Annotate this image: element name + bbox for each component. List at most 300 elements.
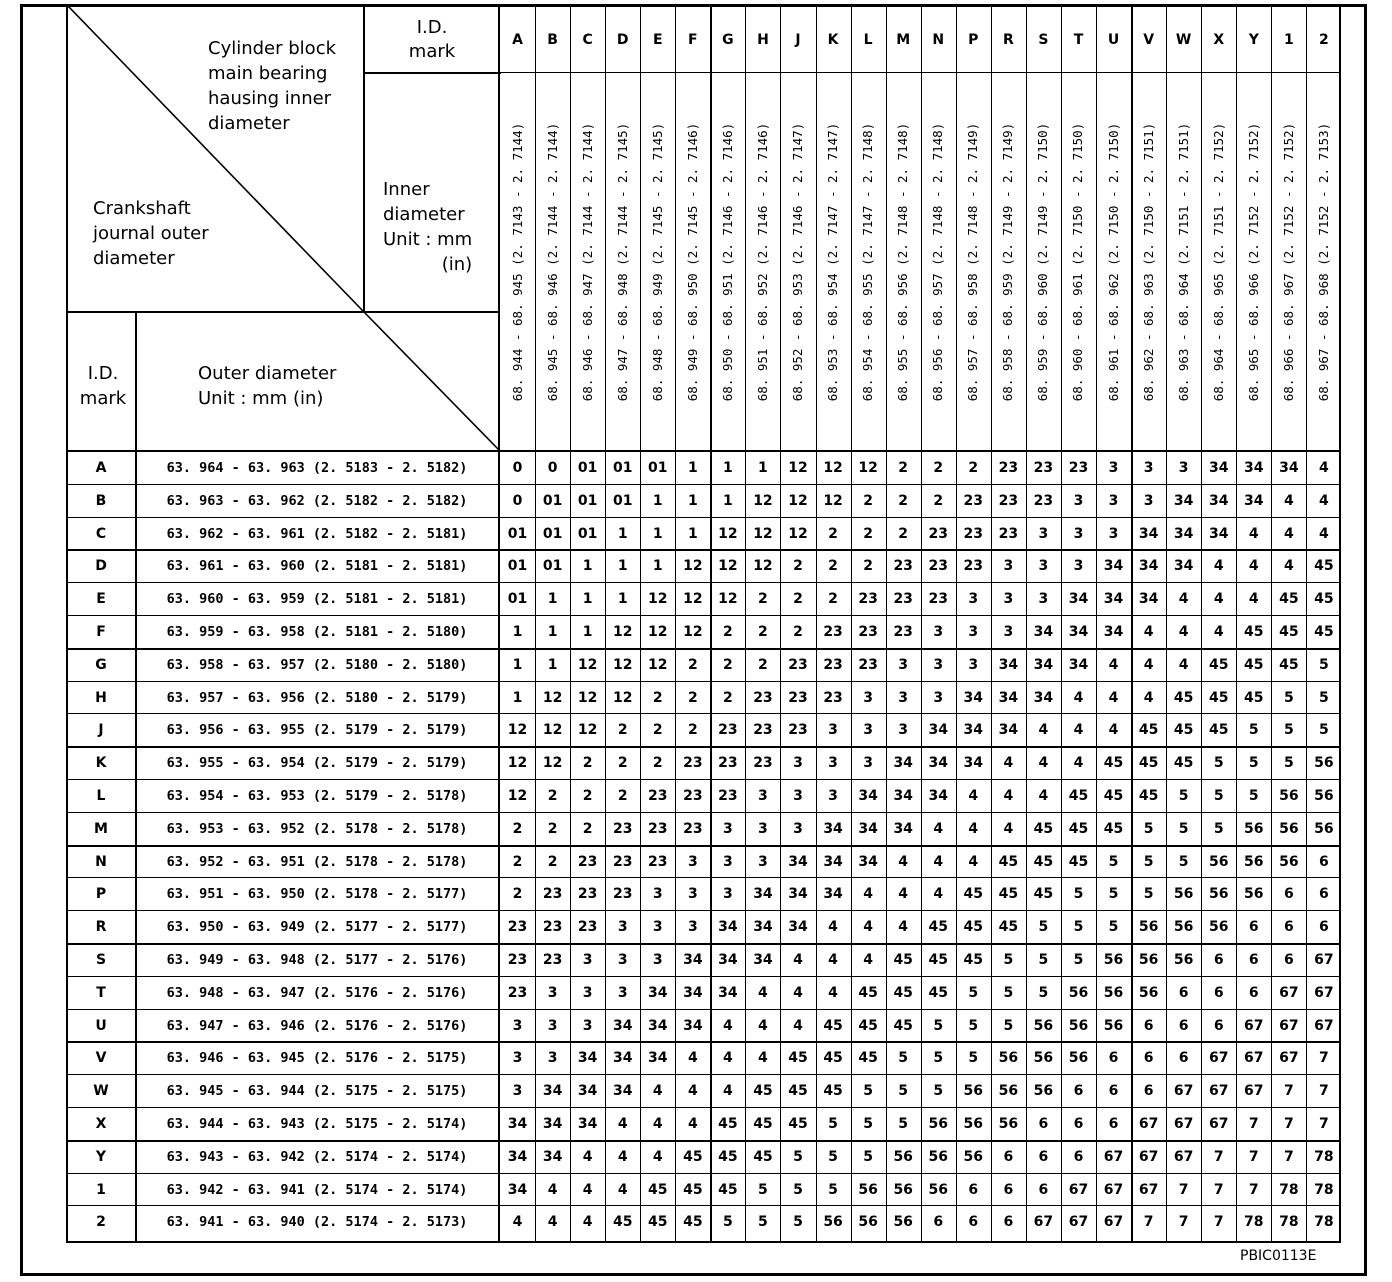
grade-cell: 23 bbox=[683, 820, 703, 837]
row-outer-diameter: 63. 953 - 63. 952 (2. 5178 - 2. 5178) bbox=[166, 820, 468, 837]
grade-cell: 5 bbox=[863, 1083, 873, 1100]
grade-cell: 6 bbox=[1003, 1214, 1014, 1231]
grade-cell: 4 bbox=[828, 952, 838, 968]
column-mark: V bbox=[1143, 32, 1155, 48]
grade-cell: 23 bbox=[612, 886, 633, 903]
row-outer-diameter: 63. 950 - 63. 949 (2. 5177 - 2. 5177) bbox=[166, 919, 468, 936]
grade-cell: 12 bbox=[577, 722, 598, 739]
grade-cell: 2 bbox=[547, 820, 558, 837]
grade-cell: 34 bbox=[1208, 492, 1229, 509]
inner-diameter-label bbox=[383, 177, 472, 277]
grade-cell: 56 bbox=[1208, 853, 1229, 870]
grade-cell: 45 bbox=[683, 1181, 703, 1198]
row-outer-diameter: 63. 961 - 63. 960 (2. 5181 - 2. 5181) bbox=[166, 558, 468, 575]
grade-cell: 34 bbox=[823, 820, 843, 837]
grade-cell: 5 bbox=[828, 1148, 838, 1165]
grade-cell: 1 bbox=[512, 624, 523, 640]
grade-cell: 7 bbox=[1178, 1181, 1189, 1198]
grade-cell: 5 bbox=[898, 1083, 909, 1100]
grade-cell: 5 bbox=[1038, 919, 1049, 936]
grade-cell: 6 bbox=[1248, 984, 1259, 1001]
grade-cell: 3 bbox=[617, 919, 628, 936]
grade-cell: 56 bbox=[1279, 788, 1299, 804]
grade-cell: 4 bbox=[652, 1083, 663, 1100]
row-outer-diameter: 63. 943 - 63. 942 (2. 5174 - 2. 5174) bbox=[166, 1148, 468, 1165]
grade-cell: 34 bbox=[753, 919, 773, 936]
grade-cell: 45 bbox=[1244, 689, 1264, 706]
grade-cell: 4 bbox=[687, 1116, 698, 1132]
grade-cell: 4 bbox=[793, 952, 803, 968]
grade-cell: 56 bbox=[893, 1181, 913, 1198]
grade-cell: 56 bbox=[1314, 755, 1334, 772]
grade-cell: 34 bbox=[823, 886, 843, 903]
grade-cell: 1 bbox=[723, 460, 733, 476]
row-mark: X bbox=[95, 1116, 107, 1132]
grade-cell: 12 bbox=[788, 525, 808, 542]
column-inner-diameter: 68. 951 - 68. 952 (2. 7146 - 2. 7146) bbox=[754, 122, 770, 402]
grade-cell: 5 bbox=[828, 1181, 838, 1198]
grade-cell: 78 bbox=[1314, 1214, 1334, 1231]
grade-cell: 34 bbox=[823, 853, 843, 870]
grade-cell: 45 bbox=[1244, 656, 1264, 673]
grade-cell: 4 bbox=[1073, 755, 1084, 772]
grade-cell: 5 bbox=[1178, 853, 1189, 870]
header-line: I.D. bbox=[87, 363, 119, 384]
grade-cell: 6 bbox=[1283, 886, 1294, 903]
grade-cell: 45 bbox=[998, 919, 1019, 936]
grade-cell: 6 bbox=[1143, 1017, 1154, 1034]
grade-cell: 45 bbox=[753, 1148, 773, 1165]
grade-cell: 5 bbox=[1073, 886, 1084, 903]
grade-cell: 34 bbox=[858, 820, 878, 837]
grade-cell: 4 bbox=[863, 919, 873, 936]
grade-cell: 3 bbox=[723, 886, 733, 903]
grade-cell: 6 bbox=[1038, 1148, 1049, 1165]
grade-cell: 67 bbox=[1208, 1083, 1229, 1100]
grade-cell: 5 bbox=[1213, 820, 1224, 837]
grade-cell: 34 bbox=[1103, 624, 1124, 640]
column-inner-diameter: 68. 945 - 68. 946 (2. 7144 - 2. 7144) bbox=[544, 122, 560, 402]
grade-cell: 23 bbox=[683, 755, 703, 772]
row-mark: F bbox=[96, 624, 106, 640]
grade-cell: 3 bbox=[1108, 460, 1119, 476]
grade-cell: 3 bbox=[968, 624, 979, 640]
grade-cell: 34 bbox=[718, 952, 738, 968]
grade-cell: 3 bbox=[687, 853, 698, 870]
grade-cell: 7 bbox=[1319, 1116, 1329, 1132]
grade-cell: 23 bbox=[648, 853, 668, 870]
grade-cell: 2 bbox=[758, 591, 768, 608]
row-outer-diameter: 63. 942 - 63. 941 (2. 5174 - 2. 5174) bbox=[166, 1181, 468, 1198]
grade-cell: 34 bbox=[612, 1017, 633, 1034]
grade-cell: 4 bbox=[547, 1214, 558, 1231]
grade-cell: 78 bbox=[1314, 1148, 1334, 1165]
row-mark: K bbox=[95, 755, 107, 772]
grade-cell: 23 bbox=[718, 755, 738, 772]
grade-cell: 4 bbox=[1319, 460, 1329, 476]
grade-cell: 3 bbox=[547, 1017, 558, 1034]
grade-cell: 45 bbox=[1103, 755, 1124, 772]
grade-cell: 56 bbox=[998, 1083, 1019, 1100]
grade-cell: 45 bbox=[1033, 853, 1054, 870]
grade-cell: 1 bbox=[723, 492, 733, 509]
grade-cell: 7 bbox=[1178, 1214, 1189, 1231]
grade-cell: 5 bbox=[1213, 788, 1224, 804]
grade-cell: 56 bbox=[1208, 886, 1229, 903]
column-inner-diameter: 68. 962 - 68. 963 (2. 7150 - 2. 7151) bbox=[1140, 122, 1156, 402]
grade-cell: 5 bbox=[1319, 689, 1329, 706]
grade-cell: 5 bbox=[758, 1214, 768, 1231]
grade-cell: 34 bbox=[683, 1017, 703, 1034]
grade-cell: 6 bbox=[1108, 1116, 1119, 1132]
grade-cell: 4 bbox=[1108, 722, 1119, 739]
grade-cell: 1 bbox=[547, 656, 558, 673]
row-mark: V bbox=[95, 1050, 107, 1067]
grade-cell: 1 bbox=[687, 460, 698, 476]
grade-cell: 23 bbox=[753, 722, 773, 739]
grade-cell: 3 bbox=[1073, 558, 1084, 575]
grade-cell: 56 bbox=[1068, 1017, 1089, 1034]
grade-cell: 45 bbox=[1138, 788, 1159, 804]
grade-cell: 4 bbox=[1143, 656, 1154, 673]
grade-cell: 4 bbox=[1213, 624, 1224, 640]
grade-cell: 34 bbox=[753, 886, 773, 903]
diagonal-line bbox=[363, 311, 500, 451]
grade-cell: 3 bbox=[1073, 525, 1084, 542]
header-line: Outer diameter bbox=[198, 363, 337, 384]
grade-cell: 6 bbox=[1319, 886, 1329, 903]
grade-cell: 2 bbox=[687, 656, 698, 673]
grade-cell: 3 bbox=[1038, 525, 1049, 542]
row-outer-diameter: 63. 949 - 63. 948 (2. 5177 - 2. 5176) bbox=[166, 952, 468, 968]
grade-cell: 67 bbox=[1103, 1214, 1124, 1231]
grade-cell: 45 bbox=[1208, 722, 1229, 739]
grade-cell: 56 bbox=[1244, 886, 1264, 903]
column-mark: W bbox=[1175, 32, 1192, 48]
grade-cell: 23 bbox=[718, 722, 738, 739]
header-line: Unit : mm (in) bbox=[198, 388, 324, 409]
grade-cell: 67 bbox=[1314, 952, 1334, 968]
grade-cell: 3 bbox=[652, 919, 663, 936]
grade-cell: 7 bbox=[1283, 1116, 1294, 1132]
grade-cell: 67 bbox=[1279, 1017, 1299, 1034]
grade-cell: 67 bbox=[1103, 1148, 1124, 1165]
row-mark: B bbox=[95, 492, 107, 509]
grade-cell: 3 bbox=[828, 722, 838, 739]
grade-cell: 67 bbox=[1208, 1050, 1229, 1067]
row-mark: D bbox=[95, 558, 107, 575]
row-outer-diameter: 63. 960 - 63. 959 (2. 5181 - 2. 5181) bbox=[166, 591, 468, 608]
grade-cell: 4 bbox=[968, 820, 979, 837]
grade-cell: 45 bbox=[753, 1083, 773, 1100]
row-mark: J bbox=[98, 722, 104, 739]
grade-cell: 45 bbox=[718, 1148, 738, 1165]
grade-cell: 4 bbox=[968, 853, 979, 870]
grade-cell: 3 bbox=[1143, 460, 1154, 476]
grade-cell: 56 bbox=[1244, 853, 1264, 870]
grade-cell: 67 bbox=[1208, 1116, 1229, 1132]
grade-cell: 23 bbox=[998, 460, 1019, 476]
grade-cell: 6 bbox=[1038, 1181, 1049, 1198]
grade-cell: 45 bbox=[1279, 656, 1299, 673]
grade-cell: 23 bbox=[612, 853, 633, 870]
column-mark: 2 bbox=[1319, 32, 1329, 48]
grade-cell: 5 bbox=[933, 1050, 944, 1067]
grade-cell: 01 bbox=[577, 492, 598, 509]
row-outer-diameter: 63. 952 - 63. 951 (2. 5178 - 2. 5178) bbox=[166, 853, 468, 870]
grade-cell: 45 bbox=[788, 1050, 808, 1067]
grade-cell: 34 bbox=[648, 984, 668, 1001]
header-line: main bearing bbox=[208, 63, 328, 84]
grade-cell: 5 bbox=[968, 1050, 979, 1067]
grade-cell: 45 bbox=[858, 984, 878, 1001]
grade-cell: 12 bbox=[612, 656, 633, 673]
grade-cell: 4 bbox=[933, 886, 944, 903]
grade-cell: 12 bbox=[788, 460, 808, 476]
grade-cell: 78 bbox=[1314, 1181, 1334, 1198]
grade-cell: 67 bbox=[1068, 1214, 1089, 1231]
row-mark: M bbox=[94, 820, 108, 837]
header-line: I.D. bbox=[416, 17, 448, 38]
grade-cell: 45 bbox=[928, 919, 948, 936]
grade-cell: 6 bbox=[1178, 1050, 1189, 1067]
grade-cell: 23 bbox=[507, 952, 528, 968]
grade-cell: 56 bbox=[858, 1181, 878, 1198]
grade-cell: 45 bbox=[823, 1050, 843, 1067]
grade-cell: 5 bbox=[1038, 984, 1049, 1001]
grade-cell: 56 bbox=[1103, 1017, 1124, 1034]
grade-cell: 6 bbox=[1178, 984, 1189, 1001]
grade-cell: 12 bbox=[753, 558, 773, 575]
grade-cell: 2 bbox=[617, 788, 628, 804]
grade-cell: 45 bbox=[1068, 788, 1089, 804]
grade-cell: 12 bbox=[823, 460, 843, 476]
grade-cell: 01 bbox=[648, 460, 668, 476]
grade-cell: 45 bbox=[1033, 820, 1054, 837]
row-outer-diameter: 63. 964 - 63. 963 (2. 5183 - 2. 5182) bbox=[166, 460, 468, 476]
grade-cell: 34 bbox=[1103, 558, 1124, 575]
grade-cell: 4 bbox=[828, 919, 838, 936]
grade-cell: 34 bbox=[1244, 492, 1264, 509]
column-mark: M bbox=[896, 32, 911, 48]
header-line: Inner bbox=[383, 179, 430, 200]
grade-cell: 56 bbox=[858, 1214, 878, 1231]
grade-cell: 7 bbox=[1319, 1083, 1329, 1100]
grade-cell: 23 bbox=[823, 656, 843, 673]
grade-cell: 45 bbox=[858, 1017, 878, 1034]
grade-cell: 34 bbox=[542, 1083, 563, 1100]
column-inner-diameter: 68. 947 - 68. 948 (2. 7144 - 2. 7145) bbox=[614, 122, 630, 402]
column-inner-diameter: 68. 956 - 68. 957 (2. 7148 - 2. 7148) bbox=[930, 122, 946, 402]
grade-cell: 2 bbox=[828, 591, 838, 608]
grade-cell: 23 bbox=[577, 853, 598, 870]
grade-cell: 4 bbox=[898, 853, 909, 870]
grade-cell: 56 bbox=[1279, 820, 1299, 837]
grade-cell: 23 bbox=[1068, 460, 1089, 476]
grade-cell: 23 bbox=[753, 755, 773, 772]
grade-cell: 3 bbox=[723, 853, 733, 870]
id-mark-top bbox=[365, 16, 499, 64]
grade-cell: 12 bbox=[718, 558, 738, 575]
grade-cell: 4 bbox=[512, 1214, 523, 1231]
grade-cell: 5 bbox=[793, 1214, 803, 1231]
grade-cell: 23 bbox=[963, 558, 984, 575]
grade-cell: 2 bbox=[617, 755, 628, 772]
grade-cell: 3 bbox=[617, 984, 628, 1001]
grade-cell: 34 bbox=[1068, 656, 1089, 673]
grade-cell: 34 bbox=[542, 1148, 563, 1165]
grade-cell: 4 bbox=[547, 1181, 558, 1198]
grade-cell: 45 bbox=[1103, 788, 1124, 804]
grade-cell: 34 bbox=[507, 1116, 528, 1132]
grade-cell: 6 bbox=[1283, 919, 1294, 936]
grade-cell: 56 bbox=[1138, 984, 1159, 1001]
grade-cell: 45 bbox=[683, 1148, 703, 1165]
grade-cell: 4 bbox=[968, 788, 979, 804]
grade-cell: 1 bbox=[687, 525, 698, 542]
grade-cell: 45 bbox=[1279, 624, 1299, 640]
grade-cell: 12 bbox=[612, 689, 633, 706]
grade-cell: 12 bbox=[683, 558, 703, 575]
grade-cell: 45 bbox=[1068, 853, 1089, 870]
grade-cell: 6 bbox=[1319, 853, 1329, 870]
grade-cell: 23 bbox=[1033, 460, 1054, 476]
grade-cell: 2 bbox=[512, 886, 523, 903]
grade-cell: 5 bbox=[1108, 853, 1119, 870]
grade-cell: 01 bbox=[612, 492, 633, 509]
grade-cell: 3 bbox=[1003, 558, 1014, 575]
column-mark: R bbox=[1002, 32, 1014, 48]
grade-cell: 7 bbox=[1213, 1214, 1224, 1231]
grade-cell: 1 bbox=[512, 656, 523, 673]
grade-cell: 6 bbox=[1003, 1148, 1014, 1165]
grade-cell: 1 bbox=[512, 689, 523, 706]
grade-cell: 7 bbox=[1283, 1083, 1294, 1100]
grade-cell: 34 bbox=[1068, 591, 1089, 608]
grade-cell: 1 bbox=[582, 624, 593, 640]
column-inner-diameter: 68. 950 - 68. 951 (2. 7146 - 2. 7146) bbox=[719, 122, 735, 402]
grade-cell: 12 bbox=[542, 689, 563, 706]
grade-cell: 34 bbox=[788, 919, 808, 936]
grade-cell: 23 bbox=[612, 820, 633, 837]
grade-cell: 2 bbox=[582, 755, 593, 772]
grade-cell: 5 bbox=[1003, 1017, 1014, 1034]
grade-cell: 23 bbox=[998, 525, 1019, 542]
grade-cell: 4 bbox=[1038, 788, 1049, 804]
grade-cell: 4 bbox=[1248, 525, 1259, 542]
grade-cell: 5 bbox=[1178, 820, 1189, 837]
grade-cell: 67 bbox=[1138, 1116, 1159, 1132]
row-outer-diameter: 63. 959 - 63. 958 (2. 5181 - 2. 5180) bbox=[166, 624, 468, 640]
column-inner-diameter: 68. 954 - 68. 955 (2. 7147 - 2. 7148) bbox=[860, 122, 876, 402]
row-mark: P bbox=[95, 886, 107, 903]
grade-cell: 4 bbox=[723, 1083, 733, 1100]
grade-cell: 4 bbox=[1178, 591, 1189, 608]
grade-cell: 4 bbox=[1038, 722, 1049, 739]
grade-cell: 34 bbox=[648, 1017, 668, 1034]
grade-cell: 56 bbox=[1244, 820, 1264, 837]
cylinder-block-title bbox=[208, 36, 336, 136]
grade-cell: 34 bbox=[1279, 460, 1299, 476]
grade-cell: 7 bbox=[1248, 1148, 1259, 1165]
grade-cell: 4 bbox=[617, 1116, 628, 1132]
grade-cell: 45 bbox=[1314, 591, 1334, 608]
grade-cell: 3 bbox=[863, 755, 873, 772]
column-inner-diameter: 68. 965 - 68. 966 (2. 7152 - 2. 7152) bbox=[1245, 122, 1261, 402]
grade-cell: 34 bbox=[577, 1116, 598, 1132]
grade-cell: 34 bbox=[507, 1148, 528, 1165]
row-outer-diameter: 63. 944 - 63. 943 (2. 5175 - 2. 5174) bbox=[166, 1116, 468, 1132]
grade-cell: 56 bbox=[998, 1116, 1019, 1132]
column-inner-diameter: 68. 946 - 68. 947 (2. 7144 - 2. 7144) bbox=[579, 122, 595, 402]
grade-cell: 45 bbox=[998, 886, 1019, 903]
grade-cell: 5 bbox=[863, 1116, 873, 1132]
grade-cell: 45 bbox=[963, 886, 984, 903]
grade-cell: 1 bbox=[652, 525, 663, 542]
header-line: Crankshaft bbox=[93, 198, 191, 219]
grade-cell: 5 bbox=[1248, 755, 1259, 772]
header-line: (in) bbox=[441, 254, 473, 275]
grade-cell: 45 bbox=[1173, 689, 1194, 706]
grade-cell: 78 bbox=[1244, 1214, 1264, 1231]
header-line: mark bbox=[408, 41, 456, 62]
grade-cell: 23 bbox=[858, 591, 878, 608]
grade-cell: 7 bbox=[1283, 1148, 1294, 1165]
grade-cell: 5 bbox=[1143, 853, 1154, 870]
grade-cell: 23 bbox=[648, 820, 668, 837]
grade-cell: 5 bbox=[1283, 689, 1294, 706]
grade-cell: 6 bbox=[1143, 1083, 1154, 1100]
grade-cell: 5 bbox=[1248, 722, 1259, 739]
grade-cell: 45 bbox=[963, 952, 984, 968]
grade-cell: 2 bbox=[687, 722, 698, 739]
grade-cell: 23 bbox=[577, 919, 598, 936]
grade-cell: 12 bbox=[683, 591, 703, 608]
grade-cell: 12 bbox=[507, 722, 528, 739]
grade-cell: 1 bbox=[582, 558, 593, 575]
grade-cell: 5 bbox=[863, 1148, 873, 1165]
grade-cell: 45 bbox=[718, 1116, 738, 1132]
grade-cell: 3 bbox=[758, 820, 768, 837]
grade-cell: 2 bbox=[512, 853, 523, 870]
grade-cell: 3 bbox=[547, 1050, 558, 1067]
grade-cell: 12 bbox=[788, 492, 808, 509]
grade-cell: 2 bbox=[828, 558, 838, 575]
grade-cell: 3 bbox=[652, 952, 663, 968]
grade-cell: 45 bbox=[1208, 689, 1229, 706]
row-outer-diameter: 63. 958 - 63. 957 (2. 5180 - 2. 5180) bbox=[166, 656, 468, 673]
grade-cell: 67 bbox=[1173, 1116, 1194, 1132]
grade-cell: 56 bbox=[1173, 886, 1194, 903]
grade-cell: 12 bbox=[507, 755, 528, 772]
grade-cell: 23 bbox=[1033, 492, 1054, 509]
grade-cell: 34 bbox=[1033, 624, 1054, 640]
grade-cell: 23 bbox=[963, 492, 984, 509]
grade-cell: 2 bbox=[898, 525, 909, 542]
grade-cell: 5 bbox=[828, 1116, 838, 1132]
grade-cell: 4 bbox=[1178, 624, 1189, 640]
grade-cell: 23 bbox=[893, 558, 913, 575]
grade-cell: 45 bbox=[893, 1017, 913, 1034]
grade-cell: 3 bbox=[758, 853, 768, 870]
grade-cell: 12 bbox=[542, 755, 563, 772]
grade-cell: 5 bbox=[933, 1083, 944, 1100]
grade-cell: 34 bbox=[718, 984, 738, 1001]
column-mark: X bbox=[1213, 32, 1225, 48]
grade-cell: 5 bbox=[1213, 755, 1224, 772]
grade-cell: 23 bbox=[577, 886, 598, 903]
grade-cell: 56 bbox=[1208, 919, 1229, 936]
